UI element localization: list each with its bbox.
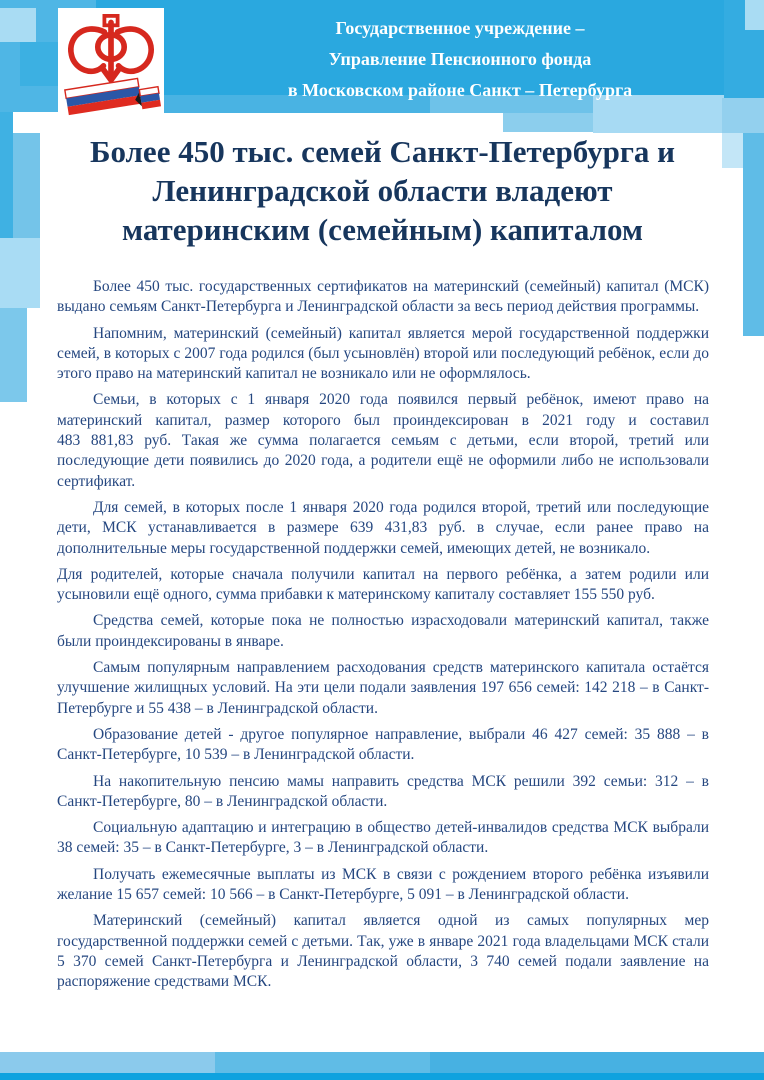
paragraph: На накопительную пенсию мамы направить средства МСК решили 392 семьи: 312 – в Санкт-Петербурге, 80 – в Ленинградской области. bbox=[57, 772, 709, 810]
footer-strip bbox=[0, 1073, 764, 1080]
title-line: Более 450 тыс. семей Санкт-Петербурга и bbox=[89, 134, 676, 169]
page-title bbox=[57, 132, 708, 249]
paragraph: Самым популярным направлением расходования средств материнского капитала остаётся улучшение жилищных условий. На эти цели подали заявления 197 656 семей: 142 218 – в Санкт-Петербурге и 55 438 – в Ленинградской области. bbox=[57, 659, 709, 717]
decor-tile bbox=[13, 133, 40, 238]
org-line: Государственное учреждение – bbox=[335, 18, 585, 38]
paragraph: Более 450 тыс. государственных сертификатов на материнский (семейный) капитал (МСК) выдано семьям Санкт-Петербурга и Ленинградской области за весь период действия программы. bbox=[57, 278, 709, 316]
title-line: материнским (семейным) капиталом bbox=[121, 212, 644, 247]
article-body bbox=[57, 277, 709, 999]
title-line: Ленинградской области владеют bbox=[152, 173, 613, 208]
decor-tile bbox=[0, 112, 13, 238]
paragraph: Социальную адаптацию и интеграцию в общество детей-инвалидов средства МСК выбрали 38 семей: 35 – в Санкт-Петербурге, 3 – в Ленинградской области. bbox=[57, 819, 709, 857]
decor-tile bbox=[0, 308, 27, 402]
russian-flag-icon bbox=[65, 76, 161, 118]
decor-tile bbox=[0, 238, 40, 308]
paragraph: Для семей, в которых после 1 января 2020 года родился второй, третий или последующие дети, МСК устанавливается в размере 639 431,83 руб. в случае, если ранее право на дополнительные меры государственной поддержки семей, имеющих детей, не возникало. bbox=[57, 498, 709, 557]
decor-tile bbox=[503, 113, 593, 132]
decor-tile bbox=[722, 133, 743, 168]
paragraph: Материнский (семейный) капитал является одной из самых популярных мер государственной поддержки семей с детьми. Так, уже в январе 2021 года владельцами МСК стали 5 370 семей Санкт-Петербурга и Ленинградской области, 3 740 семей подали заявление на распоряжение средствами МСК. bbox=[57, 912, 709, 991]
footer-bar-segment bbox=[0, 1052, 215, 1073]
footer-bar-segment bbox=[215, 1052, 430, 1073]
paragraph: Для родителей, которые сначала получили капитал на первого ребёнка, а затем родили или усыновили ещё одного, сумма прибавки к материнскому капиталу составляет 155 550 руб. bbox=[57, 565, 709, 604]
paragraph: Средства семей, которые пока не полностью израсходовали материнский капитал, также были проиндексированы в январе. bbox=[57, 612, 709, 650]
footer-bar-segment bbox=[430, 1052, 764, 1073]
org-line: в Московском районе Санкт – Петербурга bbox=[287, 80, 633, 100]
org-name bbox=[170, 13, 750, 106]
paragraph: Образование детей - другое популярное направление, выбрали 46 427 семей: 35 888 – в Санкт-Петербурге, 10 539 – в Ленинградской области. bbox=[57, 725, 709, 764]
paragraph: Получать ежемесячные выплаты из МСК в связи с рождением второго ребёнка изъявили желание 15 657 семей: 10 566 – в Санкт-Петербурге, 5 091 – в Ленинградской области. bbox=[57, 865, 709, 904]
paragraph: Напомним, материнский (семейный) капитал является мерой государственной поддержки семей, в которых с 2007 года родился (был усыновлён) второй или последующий ребёнок, если до этого право на материнский капитал не возникало или не оформлялось. bbox=[57, 324, 709, 383]
org-line: Управление Пенсионного фонда bbox=[328, 49, 592, 69]
decor-tile bbox=[0, 8, 36, 42]
paragraph: Семьи, в которых с 1 января 2020 года появился первый ребёнок, имеют право на материнский капитал, размер которого был проиндексирован в 2021 году и составил 483 881,83 руб. Такая же сумма полагается семьям с детьми, если второй, третий или последующие дети появились до 2020 года, а родители ещё не оформили либо не использовали сертификат. bbox=[57, 391, 709, 490]
pfr-emblem-icon bbox=[61, 10, 161, 118]
pfr-logo bbox=[58, 8, 164, 120]
decor-tile bbox=[743, 133, 764, 336]
